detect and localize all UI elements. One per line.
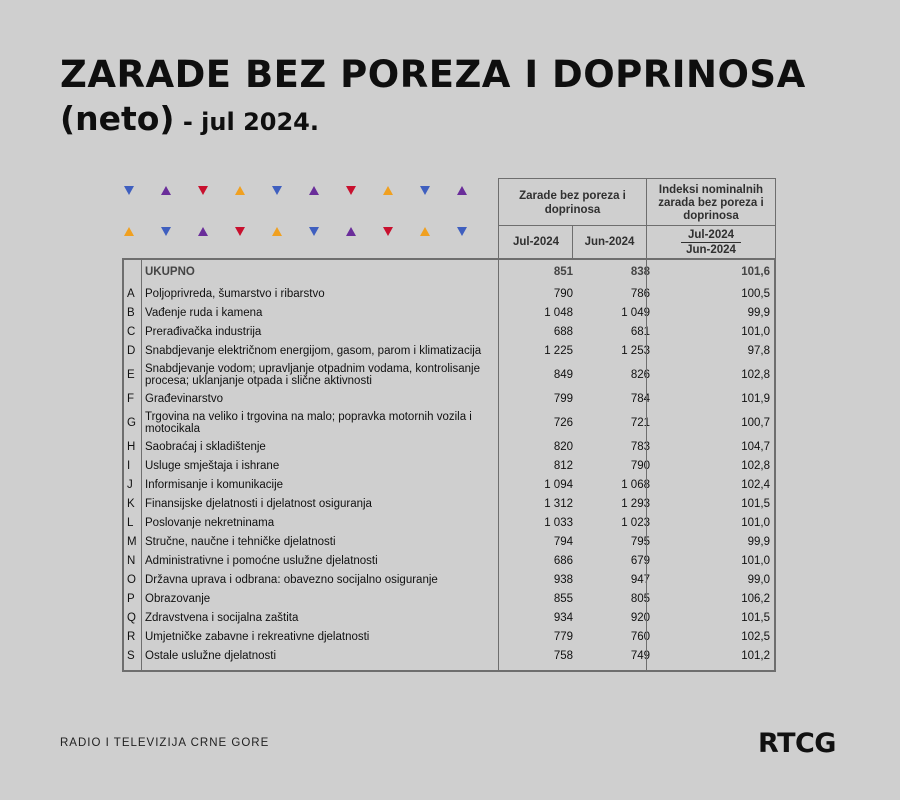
row-value-jul: 1 312 — [544, 497, 573, 510]
row-value-jun: 920 — [630, 611, 650, 624]
row-name: Poljoprivreda, šumarstvo i ribarstvo — [145, 287, 325, 300]
table-row — [124, 322, 774, 341]
triangle-up-icon — [346, 227, 356, 236]
row-value-jul: 938 — [553, 573, 573, 586]
table-row — [124, 475, 774, 494]
row-value-jul: 851 — [553, 266, 573, 278]
row-name: Poslovanje nekretninama — [145, 516, 275, 529]
row-name: Građevinarstvo — [145, 392, 223, 405]
table-row — [124, 284, 774, 303]
row-name: Snabdjevanje električnom energijom, gasom, parom i klimatizacija — [145, 344, 482, 357]
row-index: 101,0 — [741, 516, 770, 529]
row-index: 100,5 — [741, 287, 770, 300]
row-index: 101,5 — [741, 497, 770, 510]
header-col-jul — [498, 225, 573, 259]
triangle-up-icon — [420, 227, 430, 236]
table-row — [124, 589, 774, 608]
row-code: F — [127, 392, 135, 405]
row-code: N — [127, 554, 136, 567]
table-row — [124, 627, 774, 646]
triangle-down-icon — [420, 186, 430, 195]
table-row — [124, 570, 774, 589]
row-index: 101,9 — [741, 392, 770, 405]
row-value-jul: 794 — [553, 535, 573, 548]
header-wages-label: Zarade bez poreza i doprinosa — [519, 190, 626, 216]
row-value-jul: 812 — [553, 459, 573, 472]
row-value-jul: 849 — [553, 368, 573, 381]
row-value-jun: 790 — [630, 459, 650, 472]
row-value-jun: 1 293 — [621, 497, 650, 510]
triangle-up-icon — [198, 227, 208, 236]
row-index: 100,7 — [741, 416, 770, 429]
row-code: C — [127, 325, 136, 338]
row-code: A — [127, 287, 135, 300]
header-index-label: Indeksi nominalnih zarada bez poreza i doprinosa — [658, 184, 764, 222]
row-name: Informisanje i komunikacije — [145, 478, 284, 491]
header-index-ratio — [646, 225, 776, 259]
row-value-jun: 760 — [630, 630, 650, 643]
row-code: Q — [127, 611, 136, 624]
row-code: G — [127, 416, 136, 429]
triangle-down-icon — [309, 227, 319, 236]
title-neto: (neto) — [60, 99, 175, 138]
row-value-jun: 681 — [630, 325, 650, 338]
row-value-jul: 1 094 — [544, 478, 573, 491]
title-line-2 — [60, 98, 806, 143]
header-index-numerator: Jul-2024 — [681, 229, 741, 243]
row-value-jun: 1 023 — [621, 516, 650, 529]
row-name: Trgovina na veliko i trgovina na malo; popravka motornih vozila i motocikala — [145, 410, 472, 435]
row-value-jun: 784 — [630, 392, 650, 405]
row-code: S — [127, 649, 135, 662]
triangle-up-icon — [309, 186, 319, 195]
header-index-group — [646, 178, 776, 225]
triangle-down-icon — [457, 227, 467, 236]
table-row — [124, 494, 774, 513]
row-value-jul: 686 — [553, 554, 573, 567]
row-code: I — [127, 459, 131, 472]
decor-triangles-row-1 — [124, 186, 474, 200]
row-code: L — [127, 516, 134, 529]
row-name: Zdravstvena i socijalna zaštita — [145, 611, 299, 624]
rtcg-logo — [758, 728, 836, 759]
triangle-up-icon — [124, 227, 134, 236]
page-title — [60, 52, 806, 143]
column-divider-name — [498, 260, 499, 670]
decor-triangles-row-2 — [124, 227, 474, 241]
row-value-jun: 838 — [630, 266, 650, 278]
row-index: 101,6 — [741, 266, 770, 278]
header-index-denominator: Jun-2024 — [686, 244, 736, 256]
table-row — [124, 303, 774, 322]
wages-table-body — [124, 260, 774, 665]
triangle-down-icon — [346, 186, 356, 195]
row-index: 102,8 — [741, 459, 770, 472]
triangle-up-icon — [457, 186, 467, 195]
row-value-jul: 790 — [553, 287, 573, 300]
row-code: R — [127, 630, 136, 643]
row-value-jun: 826 — [630, 368, 650, 381]
row-name: Ostale uslužne djelatnosti — [145, 649, 277, 662]
row-name: Administrativne i pomoćne uslužne djelatnosti — [145, 554, 378, 567]
row-code: M — [127, 535, 137, 548]
row-code: E — [127, 368, 135, 381]
triangle-down-icon — [198, 186, 208, 195]
table-row — [124, 341, 774, 360]
table-row — [124, 408, 774, 437]
row-code: P — [127, 592, 135, 605]
row-value-jun: 1 253 — [621, 344, 650, 357]
table-row — [124, 437, 774, 456]
row-index: 102,4 — [741, 478, 770, 491]
row-name: Državna uprava i odbrana: obavezno socijalno osiguranje — [145, 573, 438, 586]
row-value-jun: 783 — [630, 440, 650, 453]
triangle-up-icon — [235, 186, 245, 195]
row-value-jun: 947 — [630, 573, 650, 586]
table-row — [124, 389, 774, 408]
header-wages-group — [498, 178, 646, 225]
row-code — [124, 260, 141, 284]
header-col-jul-label: Jul-2024 — [512, 236, 560, 248]
row-value-jun: 749 — [630, 649, 650, 662]
row-index: 101,5 — [741, 611, 770, 624]
row-value-jul: 758 — [553, 649, 573, 662]
row-index: 102,5 — [741, 630, 770, 643]
row-index: 99,0 — [747, 573, 770, 586]
row-value-jun: 1 049 — [621, 306, 650, 319]
row-index: 101,0 — [741, 325, 770, 338]
column-divider-code — [141, 260, 142, 670]
row-value-jul: 688 — [553, 325, 573, 338]
row-name: Usluge smještaja i ishrane — [145, 459, 280, 472]
row-name: Obrazovanje — [145, 592, 211, 605]
row-value-jul: 779 — [553, 630, 573, 643]
row-value-jul: 820 — [553, 440, 573, 453]
row-name: Saobraćaj i skladištenje — [145, 440, 266, 453]
row-value-jul: 855 — [553, 592, 573, 605]
row-value-jun: 721 — [630, 416, 650, 429]
row-name: Stručne, naučne i tehničke djelatnosti — [145, 535, 336, 548]
row-index: 97,8 — [747, 344, 770, 357]
row-name: Prerađivačka industrija — [145, 325, 262, 338]
row-code: O — [127, 573, 136, 586]
row-index: 102,8 — [741, 368, 770, 381]
row-name: Finansijske djelatnosti i djelatnost osiguranja — [145, 497, 372, 510]
triangle-up-icon — [272, 227, 282, 236]
triangle-down-icon — [235, 227, 245, 236]
row-value-jul: 1 225 — [544, 344, 573, 357]
row-index: 101,0 — [741, 554, 770, 567]
table-row — [124, 608, 774, 627]
table-row — [124, 456, 774, 475]
row-value-jul: 1 033 — [544, 516, 573, 529]
header-col-jun-label: Jun-2024 — [584, 236, 635, 248]
row-value-jul: 799 — [553, 392, 573, 405]
triangle-up-icon — [161, 186, 171, 195]
row-code: K — [127, 497, 135, 510]
table-row — [124, 646, 774, 665]
triangle-down-icon — [124, 186, 134, 195]
row-value-jul: 726 — [553, 416, 573, 429]
footer-organization: RADIO I TELEVIZIJA CRNE GORE — [60, 737, 270, 749]
row-code: H — [127, 440, 136, 453]
table-row — [124, 360, 774, 389]
header-col-jun — [572, 225, 647, 259]
row-value-jul: 934 — [553, 611, 573, 624]
row-value-jun: 786 — [630, 287, 650, 300]
triangle-down-icon — [161, 227, 171, 236]
row-name: Snabdjevanje vodom; upravljanje otpadnim vodama, kontrolisanje procesa; uklanjanje otpada i slične aktivnosti — [145, 362, 480, 387]
logo-text: RTCG — [758, 728, 836, 759]
row-value-jun: 679 — [630, 554, 650, 567]
row-value-jun: 1 068 — [621, 478, 650, 491]
title-line-1: ZARADE BEZ POREZA I DOPRINOSA — [60, 53, 806, 96]
triangle-down-icon — [272, 186, 282, 195]
column-divider-values — [646, 260, 647, 670]
table-row — [124, 532, 774, 551]
row-name: UKUPNO — [145, 266, 195, 278]
row-code: J — [127, 478, 133, 491]
row-value-jun: 795 — [630, 535, 650, 548]
table-row-total — [124, 260, 774, 284]
row-index: 99,9 — [747, 306, 770, 319]
row-name: Umjetničke zabavne i rekreativne djelatnosti — [145, 630, 370, 643]
row-name: Vađenje ruda i kamena — [145, 306, 263, 319]
row-value-jun: 805 — [630, 592, 650, 605]
triangle-up-icon — [383, 186, 393, 195]
row-index: 99,9 — [747, 535, 770, 548]
table-row — [124, 551, 774, 570]
table-row — [124, 513, 774, 532]
title-date: - jul 2024. — [174, 108, 319, 136]
row-code: B — [127, 306, 135, 319]
row-index: 101,2 — [741, 649, 770, 662]
wages-table — [122, 258, 776, 672]
triangle-down-icon — [383, 227, 393, 236]
row-index: 104,7 — [741, 440, 770, 453]
row-value-jul: 1 048 — [544, 306, 573, 319]
row-index: 106,2 — [741, 592, 770, 605]
row-code: D — [127, 344, 136, 357]
